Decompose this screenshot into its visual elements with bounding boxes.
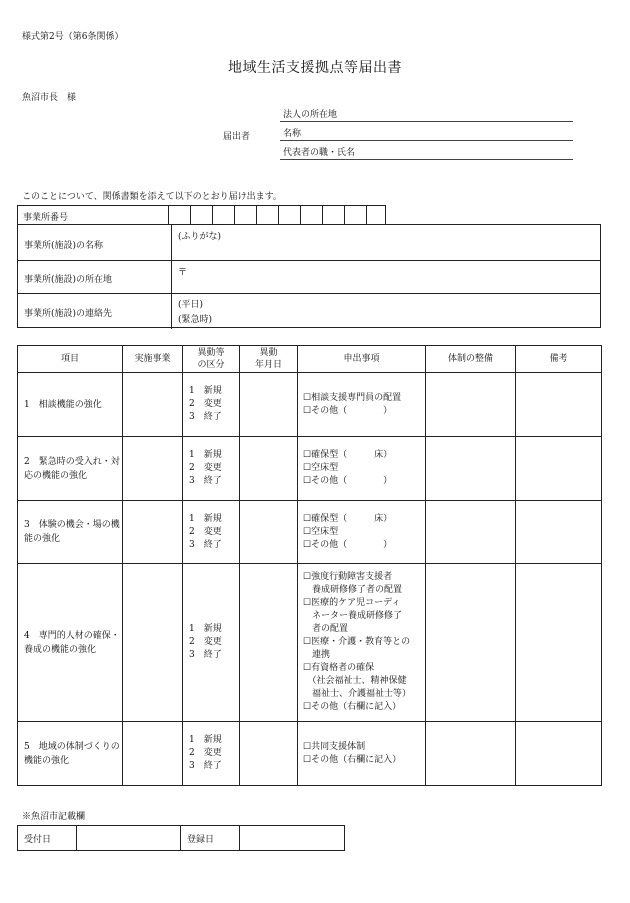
request-cell[interactable] bbox=[298, 564, 426, 722]
facility-number-digit[interactable] bbox=[322, 206, 344, 225]
page-title: 地域生活支援拠点等届出書 bbox=[228, 60, 402, 76]
request-option[interactable]: ☐その他（ ） bbox=[303, 405, 393, 416]
header-item: 項目 bbox=[18, 346, 123, 373]
request-cell[interactable] bbox=[298, 437, 426, 501]
remarks-cell[interactable] bbox=[516, 373, 602, 437]
implementation-cell[interactable] bbox=[123, 722, 183, 786]
facility-number-row bbox=[17, 205, 386, 224]
table-row bbox=[18, 564, 602, 722]
request-option-cont: （社会福祉士、精神保健 bbox=[303, 676, 407, 686]
facility-name-label: 事業所(施設)の名称 bbox=[24, 241, 104, 251]
city-section-label: ※魚沼市記載欄 bbox=[22, 812, 86, 822]
item-label: 2 緊急時の受入れ・対応の機能の強化 bbox=[18, 437, 123, 501]
request-option[interactable]: ☐空床型 bbox=[303, 463, 339, 473]
table-row bbox=[18, 437, 602, 501]
header-request: 申出事項 bbox=[298, 346, 426, 373]
request-option-cont: 福祉士、介護福祉士等） bbox=[303, 689, 412, 699]
change-type-cell[interactable]: 1 新規 2 変更 3 終了 bbox=[183, 564, 240, 722]
request-option-cont: 養成研修修了者の配置 bbox=[303, 585, 403, 595]
request-option[interactable]: ☐空床型 bbox=[303, 526, 339, 537]
item-label: 1 相談機能の強化 bbox=[18, 373, 123, 437]
table-header-row bbox=[18, 346, 602, 373]
facility-number-digit[interactable] bbox=[344, 206, 366, 225]
change-type-cell[interactable]: 1 新規 2 変更 3 終了 bbox=[183, 722, 240, 786]
change-date-cell[interactable] bbox=[240, 501, 298, 564]
header-change-date: 異動 年月日 bbox=[240, 346, 298, 373]
request-option[interactable]: ☐その他（ ） bbox=[303, 539, 393, 550]
header-change-type: 異動等 の区分 bbox=[183, 346, 240, 373]
request-option[interactable]: ☐強度行動障害支援者 bbox=[303, 572, 393, 582]
change-date-cell[interactable] bbox=[240, 437, 298, 501]
sender-representative-field[interactable] bbox=[280, 145, 573, 160]
received-date-label: 受付日 bbox=[18, 826, 77, 851]
facility-number-digit[interactable] bbox=[278, 206, 300, 225]
request-option[interactable]: ☐その他（ ） bbox=[303, 476, 393, 486]
request-option-cont: 連携 bbox=[303, 650, 331, 660]
facility-number-digit[interactable] bbox=[168, 206, 190, 225]
city-registration-table bbox=[17, 825, 345, 851]
system-cell[interactable] bbox=[426, 564, 516, 722]
change-date-cell[interactable] bbox=[240, 564, 298, 722]
facility-name-field[interactable]: (ふりがな) bbox=[178, 232, 222, 242]
request-option[interactable]: ☐その他（右欄に記入） bbox=[303, 754, 402, 765]
form-number: 様式第2号（第6条関係） bbox=[22, 32, 124, 42]
facility-number-digit[interactable] bbox=[300, 206, 322, 225]
request-option[interactable]: ☐その他（右欄に記入） bbox=[303, 702, 402, 712]
remarks-cell[interactable] bbox=[516, 501, 602, 564]
header-system: 体制の整備 bbox=[426, 346, 516, 373]
facility-number-digit[interactable] bbox=[234, 206, 256, 225]
facility-contact-label: 事業所(施設)の連絡先 bbox=[24, 309, 113, 319]
received-date-field[interactable] bbox=[77, 826, 181, 851]
registered-date-field[interactable] bbox=[240, 826, 345, 851]
change-type-cell[interactable]: 1 新規 2 変更 3 終了 bbox=[183, 437, 240, 501]
change-type-cell[interactable]: 1 新規 2 変更 3 終了 bbox=[183, 373, 240, 437]
registered-date-label: 登録日 bbox=[181, 826, 240, 851]
request-cell[interactable] bbox=[298, 501, 426, 564]
request-option-cont: 者の配置 bbox=[303, 624, 349, 634]
sender-name-label: 名称 bbox=[283, 129, 302, 139]
request-option[interactable]: ☐確保型（ 床） bbox=[303, 450, 393, 460]
facility-number-digit[interactable] bbox=[256, 206, 278, 225]
request-cell[interactable] bbox=[298, 373, 426, 437]
facility-address-label: 事業所(施設)の所在地 bbox=[24, 275, 113, 285]
item-label: 4 専門的人材の確保・養成の機能の強化 bbox=[18, 564, 123, 722]
facility-address-field[interactable]: 〒 bbox=[178, 268, 188, 278]
table-row bbox=[18, 501, 602, 564]
facility-name-row bbox=[18, 225, 600, 260]
facility-address-row bbox=[18, 260, 600, 293]
facility-number-digit[interactable] bbox=[212, 206, 234, 225]
sender-address-label: 法人の所在地 bbox=[283, 110, 338, 120]
remarks-cell[interactable] bbox=[516, 437, 602, 501]
sender-representative-label: 代表者の職・氏名 bbox=[283, 148, 356, 158]
remarks-cell[interactable] bbox=[516, 564, 602, 722]
item-label: 5 地域の体制づくりの機能の強化 bbox=[18, 722, 123, 786]
facility-number-label: 事業所番号 bbox=[23, 213, 69, 223]
table-row bbox=[18, 373, 602, 437]
facility-number-digit[interactable] bbox=[190, 206, 212, 225]
request-option[interactable]: ☐相談支援専門員の配置 bbox=[303, 392, 402, 403]
request-option-cont: ネーター養成研修修了 bbox=[303, 611, 403, 621]
system-cell[interactable] bbox=[426, 501, 516, 564]
request-cell[interactable] bbox=[298, 722, 426, 786]
implementation-cell[interactable] bbox=[123, 564, 183, 722]
function-table bbox=[17, 345, 602, 786]
implementation-cell[interactable] bbox=[123, 373, 183, 437]
facility-contact-emergency-field[interactable]: (緊急時) bbox=[178, 315, 213, 325]
item-label: 3 体験の機会・場の機能の強化 bbox=[18, 501, 123, 564]
table-row bbox=[18, 722, 602, 786]
request-option[interactable]: ☐有資格者の確保 bbox=[303, 663, 375, 673]
facility-number-digit[interactable] bbox=[366, 206, 387, 225]
request-option[interactable]: ☐医療的ケア児コーディ bbox=[303, 598, 401, 608]
request-option[interactable]: ☐共同支援体制 bbox=[303, 741, 366, 752]
request-option[interactable]: ☐医療・介護・教育等との bbox=[303, 637, 411, 647]
remarks-cell[interactable] bbox=[516, 722, 602, 786]
system-cell[interactable] bbox=[426, 722, 516, 786]
change-type-cell[interactable]: 1 新規 2 変更 3 終了 bbox=[183, 501, 240, 564]
sender-address-field[interactable] bbox=[280, 107, 573, 122]
facility-table bbox=[17, 205, 601, 328]
change-date-cell[interactable] bbox=[240, 722, 298, 786]
request-option[interactable]: ☐確保型（ 床） bbox=[303, 513, 393, 524]
facility-contact-weekday-field[interactable]: (平日) bbox=[178, 300, 204, 310]
sender-label: 届出者 bbox=[223, 132, 251, 142]
facility-contact-row bbox=[18, 293, 600, 329]
system-cell[interactable] bbox=[426, 373, 516, 437]
change-date-cell[interactable] bbox=[240, 373, 298, 437]
implementation-cell[interactable] bbox=[123, 501, 183, 564]
facility-details bbox=[17, 224, 601, 328]
sender-name-field[interactable] bbox=[280, 126, 573, 141]
header-implementation: 実施事業 bbox=[123, 346, 183, 373]
addressee: 魚沼市長 様 bbox=[22, 93, 77, 103]
intro-text: このことについて、関係書類を添えて以下のとおり届け出ます。 bbox=[22, 192, 282, 202]
header-remarks: 備考 bbox=[516, 346, 602, 373]
implementation-cell[interactable] bbox=[123, 437, 183, 501]
system-cell[interactable] bbox=[426, 437, 516, 501]
